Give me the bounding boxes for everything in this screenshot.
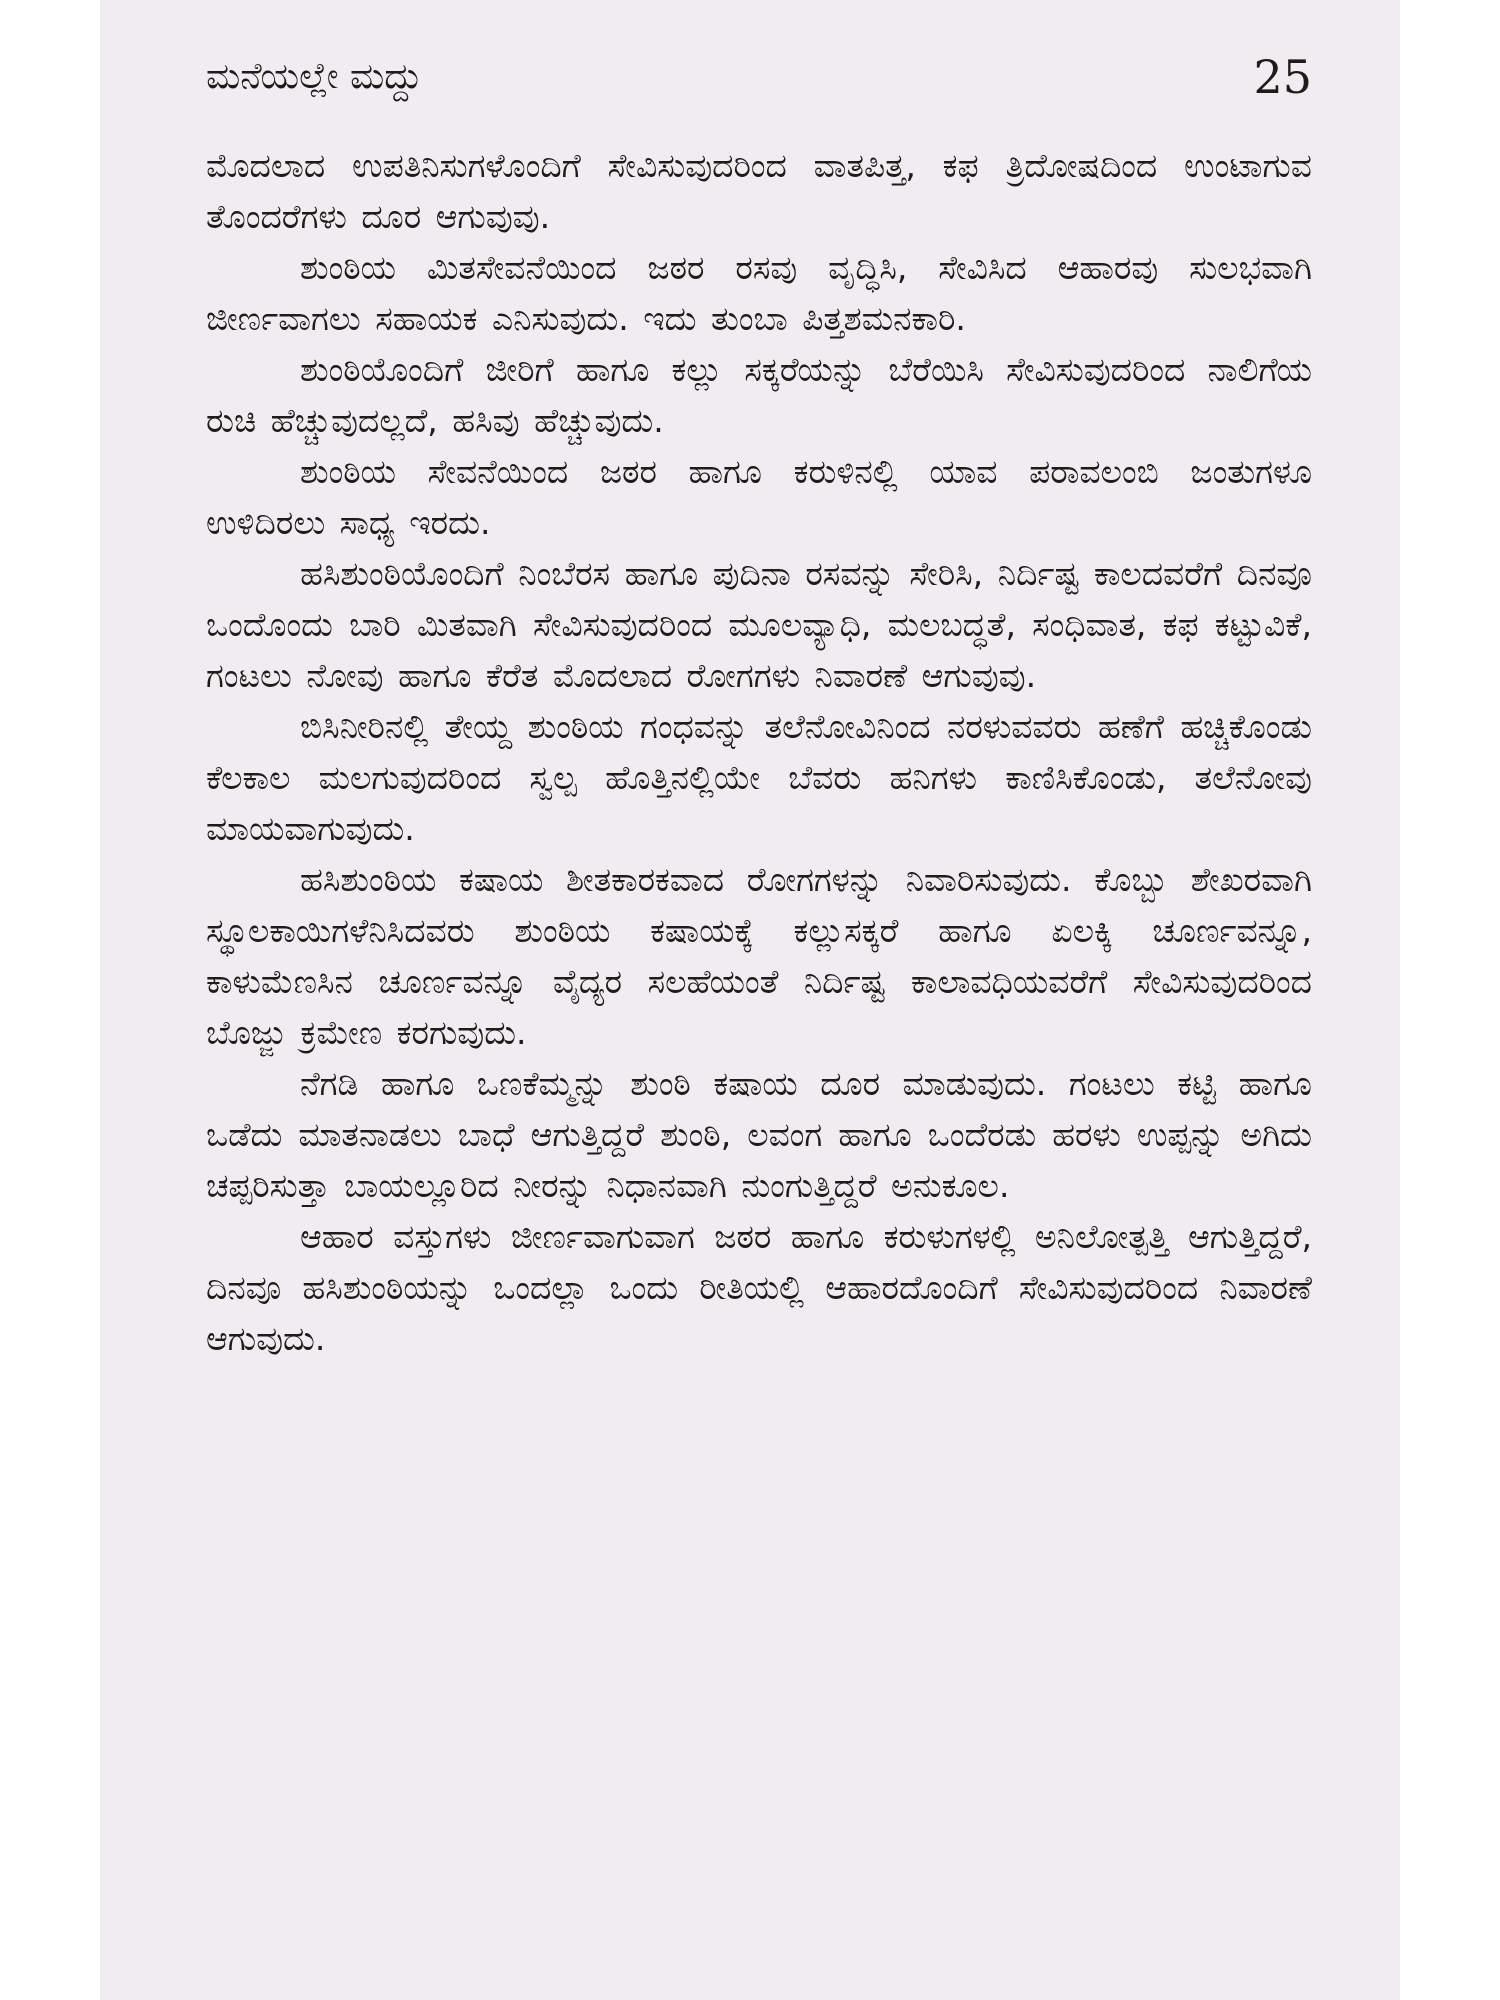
- paragraph: ಹಸಿಶುಂಠಿಯ ಕಷಾಯ ಶೀತಕಾರಕವಾದ ರೋಗಗಳನ್ನು ನಿವಾರಿಸುವುದು. ಕೊಬ್ಬು ಶೇಖರವಾಗಿ ಸ್ಥೂಲಕಾಯಿಗಳೆನಿಸಿದವರು ಶುಂಠಿಯ ಕಷಾಯಕ್ಕೆ ಕಲ್ಲುಸಕ್ಕರೆ ಹಾಗೂ ಏಲಕ್ಕಿ ಚೂರ್ಣವನ್ನೂ, ಕಾಳುಮೆಣಸಿನ ಚೂರ್ಣವನ್ನೂ ವೈದ್ಯರ ಸಲಹೆಯಂತೆ ನಿರ್ದಿಷ್ಟ ಕಾಲಾವಧಿಯವರೆಗೆ ಸೇವಿಸುವುದರಿಂದ ಬೊಜ್ಜು ಕ್ರಮೇಣ ಕರಗುವುದು.: [206, 860, 1312, 1052]
- paragraph: ಮೊದಲಾದ ಉಪತಿನಿಸುಗಳೊಂದಿಗೆ ಸೇವಿಸುವುದರಿಂದ ವಾತಪಿತ್ತ, ಕಫ ತ್ರಿದೋಷದಿಂದ ಉಂಟಾಗುವ ತೊಂದರೆಗಳು ದೂರ ಆಗುವುವು.: [206, 146, 1312, 236]
- paragraph: ಶುಂಠಿಯ ಮಿತಸೇವನೆಯಿಂದ ಜಠರ ರಸವು ವೃದ್ಧಿಸಿ, ಸೇವಿಸಿದ ಆಹಾರವು ಸುಲಭವಾಗಿ ಜೀರ್ಣವಾಗಲು ಸಹಾಯಕ ಎನಿಸುವುದು. ಇದು ತುಂಬಾ ಪಿತ್ತಶಮನಕಾರಿ.: [206, 248, 1312, 338]
- paragraph: ಶುಂಠಿಯೊಂದಿಗೆ ಜೀರಿಗೆ ಹಾಗೂ ಕಲ್ಲು ಸಕ್ಕರೆಯನ್ನು ಬೆರೆಯಿಸಿ ಸೇವಿಸುವುದರಿಂದ ನಾಲಿಗೆಯ ರುಚಿ ಹೆಚ್ಚುವುದಲ್ಲದೆ, ಹಸಿವು ಹೆಚ್ಚುವುದು.: [206, 350, 1312, 440]
- paragraph: ನೆಗಡಿ ಹಾಗೂ ಒಣಕೆಮ್ಮನ್ನು ಶುಂಠಿ ಕಷಾಯ ದೂರ ಮಾಡುವುದು. ಗಂಟಲು ಕಟ್ಟಿ ಹಾಗೂ ಒಡೆದು ಮಾತನಾಡಲು ಬಾಧೆ ಆಗುತ್ತಿದ್ದರೆ ಶುಂಠಿ, ಲವಂಗ ಹಾಗೂ ಒಂದೆರಡು ಹರಳು ಉಪ್ಪನ್ನು ಅಗಿದು ಚಪ್ಪರಿಸುತ್ತಾ ಬಾಯಲ್ಲೂರಿದ ನೀರನ್ನು ನಿಧಾನವಾಗಿ ನುಂಗುತ್ತಿದ್ದರೆ ಅನುಕೂಲ.: [206, 1064, 1312, 1205]
- book-page: [100, 0, 1400, 2000]
- paragraph: ಶುಂಠಿಯ ಸೇವನೆಯಿಂದ ಜಠರ ಹಾಗೂ ಕರುಳಿನಲ್ಲಿ ಯಾವ ಪರಾವಲಂಬಿ ಜಂತುಗಳೂ ಉಳಿದಿರಲು ಸಾಧ್ಯ ಇರದು.: [206, 452, 1312, 542]
- body-text: [206, 140, 1312, 1940]
- paragraph: ಬಿಸಿನೀರಿನಲ್ಲಿ ತೇಯ್ದ ಶುಂಠಿಯ ಗಂಧವನ್ನು ತಲೆನೋವಿನಿಂದ ನರಳುವವರು ಹಣೆಗೆ ಹಚ್ಚಿಕೊಂಡು ಕೆಲಕಾಲ ಮಲಗುವುದರಿಂದ ಸ್ವಲ್ಪ ಹೊತ್ತಿನಲ್ಲಿಯೇ ಬೆವರು ಹನಿಗಳು ಕಾಣಿಸಿಕೊಂಡು, ತಲೆನೋವು ಮಾಯವಾಗುವುದು.: [206, 707, 1312, 848]
- running-title: ಮನೆಯಲ್ಲೇ ಮದ್ದು: [206, 56, 423, 97]
- paragraph: ಆಹಾರ ವಸ್ತುಗಳು ಜೀರ್ಣವಾಗುವಾಗ ಜಠರ ಹಾಗೂ ಕರುಳುಗಳಲ್ಲಿ ಅನಿಲೋತ್ಪತ್ತಿ ಆಗುತ್ತಿದ್ದರೆ, ದಿನವೂ ಹಸಿಶುಂಠಿಯನ್ನು ಒಂದಲ್ಲಾ ಒಂದು ರೀತಿಯಲ್ಲಿ ಆಹಾರದೊಂದಿಗೆ ಸೇವಿಸುವುದರಿಂದ ನಿವಾರಣೆ ಆಗುವುದು.: [206, 1217, 1312, 1358]
- page-number: 25: [1253, 50, 1312, 104]
- paragraph: ಹಸಿಶುಂಠಿಯೊಂದಿಗೆ ನಿಂಬೆರಸ ಹಾಗೂ ಪುದಿನಾ ರಸವನ್ನು ಸೇರಿಸಿ, ನಿರ್ದಿಷ್ಟ ಕಾಲದವರೆಗೆ ದಿನವೂ ಒಂದೊಂದು ಬಾರಿ ಮಿತವಾಗಿ ಸೇವಿಸುವುದರಿಂದ ಮೂಲವ್ಯಾಧಿ, ಮಲಬದ್ಧತೆ, ಸಂಧಿವಾತ, ಕಫ ಕಟ್ಟುವಿಕೆ, ಗಂಟಲು ನೋವು ಹಾಗೂ ಕೆರೆತ ಮೊದಲಾದ ರೋಗಗಳು ನಿವಾರಣೆ ಆಗುವುವು.: [206, 554, 1312, 695]
